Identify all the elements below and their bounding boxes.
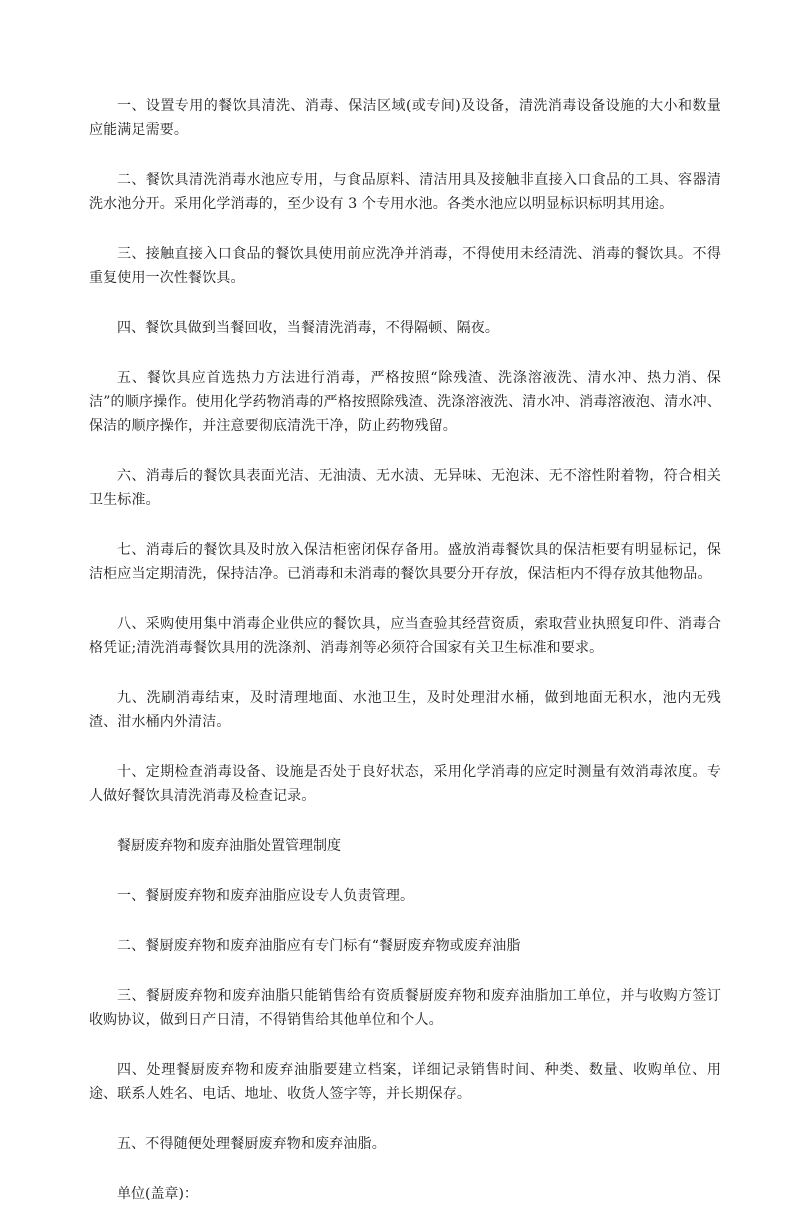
section-title: 餐厨废弃物和废弃油脂处置管理制度: [117, 838, 341, 854]
paragraph-8: 八、采购使用集中消毒企业供应的餐饮具，应当查验其经营资质，索取营业执照复印件、消毒合格凭证;清洗消毒餐饮具用的洗涤剂、消毒剂等必须符合国家有关卫生标准和要求。: [89, 616, 721, 656]
paragraph-9: 九、洗刷消毒结束，及时清理地面、水池卫生，及时处理泔水桶，做到地面无积水，池内无残渣、泔水桶内外清洁。: [89, 690, 721, 730]
document-page: [89, 94, 721, 1206]
waste-paragraph-5: 五、不得随便处理餐厨废弃物和废弃油脂。: [117, 1136, 386, 1152]
kitchen-waste-section: [89, 834, 721, 1156]
paragraph-7: 七、消毒后的餐饮具及时放入保洁柜密闭保存备用。盛放消毒餐饮具的保洁柜要有明显标记，保洁柜应当定期清洗，保持洁净。已消毒和未消毒的餐饮具要分开存放，保洁柜内不得存放其他物品。: [89, 542, 721, 582]
waste-paragraph-2: 二、餐厨废弃物和废弃油脂应有专门标有“餐厨废弃物或废弃油脂: [117, 938, 521, 954]
paragraph-5: 五、餐饮具应首选热力方法进行消毒，严格按照“除残渣、洗涤溶液洗、清水冲、热力消、保洁”的顺序操作。使用化学药物消毒的严格按照除残渣、洗涤溶液洗、清水冲、消毒溶液泡、清水冲、保洁的顺序操作，并注意要彻底清洗干净，防止药物残留。: [89, 370, 721, 434]
paragraph-3: 三、接触直接入口食品的餐饮具使用前应洗净并消毒，不得使用未经清洗、消毒的餐饮具。不得重复使用一次性餐饮具。: [89, 246, 721, 286]
tableware-disinfection-section: [89, 94, 721, 808]
waste-paragraph-1: 一、餐厨废弃物和废弃油脂应设专人负责管理。: [117, 888, 415, 904]
paragraph-4: 四、餐饮具做到当餐回收，当餐清洗消毒，不得隔顿、隔夜。: [117, 320, 500, 336]
waste-paragraph-3: 三、餐厨废弃物和废弃油脂只能销售给有资质餐厨废弃物和废弃油脂加工单位，并与收购方签订收购协议，做到日产日清，不得销售给其他单位和个人。: [89, 988, 721, 1028]
waste-paragraph-4: 四、处理餐厨废弃物和废弃油脂要建立档案，详细记录销售时间、种类、数量、收购单位、用途、联系人姓名、电话、地址、收货人签字等，并长期保存。: [89, 1062, 721, 1102]
signature-label: 单位(盖章)：: [117, 1186, 198, 1202]
paragraph-10: 十、定期检查消毒设备、设施是否处于良好状态，采用化学消毒的应定时测量有效消毒浓度。专人做好餐饮具清洗消毒及检查记录。: [89, 764, 721, 804]
paragraph-6: 六、消毒后的餐饮具表面光洁、无油渍、无水渍、无异味、无泡沫、无不溶性附着物，符合相关卫生标准。: [89, 468, 721, 508]
paragraph-1: 一、设置专用的餐饮具清洗、消毒、保洁区域(或专间)及设备，清洗消毒设备设施的大小和数量应能满足需要。: [89, 98, 721, 138]
paragraph-2: 二、餐饮具清洗消毒水池应专用，与食品原料、清洁用具及接触非直接入口食品的工具、容器清洗水池分开。采用化学消毒的，至少设有 3 个专用水池。各类水池应以明显标识标明其用途。: [89, 172, 721, 212]
